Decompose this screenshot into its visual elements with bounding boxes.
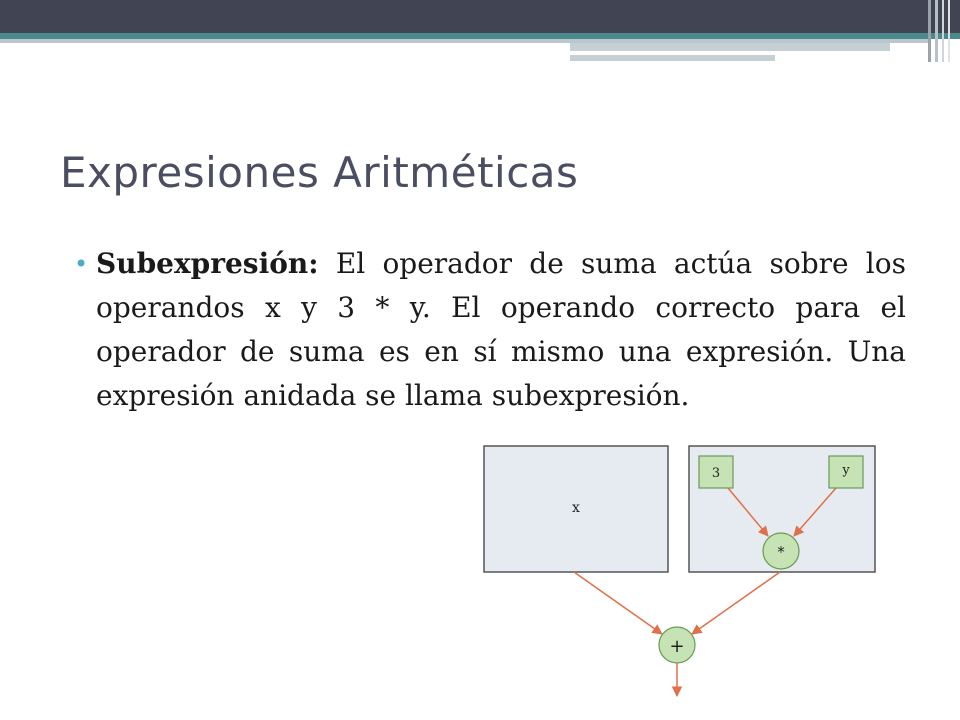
bullet-body: El operador de suma actúa sobre los operandos x y 3 * y. El operando correcto para el operador de suma es en sí mismo una expresión. Una expresión anidada se llama subexpresión. bbox=[96, 247, 906, 412]
slide-title: Expresiones Aritméticas bbox=[60, 148, 579, 197]
bullet-text bbox=[96, 242, 906, 418]
slide-header-bar bbox=[0, 0, 960, 62]
add-operator-label: + bbox=[669, 636, 685, 657]
operand-node-3-label: 3 bbox=[711, 466, 721, 481]
operand-node-y-label: y bbox=[842, 463, 850, 478]
multiply-operator-label: * bbox=[777, 543, 785, 561]
expression-tree-diagram bbox=[480, 440, 880, 720]
bullet-dot-icon: • bbox=[74, 250, 89, 278]
bullet-item bbox=[74, 242, 906, 418]
arrow-right-to-add bbox=[692, 572, 780, 634]
arrow-left-to-add bbox=[574, 572, 662, 634]
bullet-term: Subexpresión: bbox=[96, 247, 319, 280]
left-box-label: x bbox=[572, 500, 580, 516]
